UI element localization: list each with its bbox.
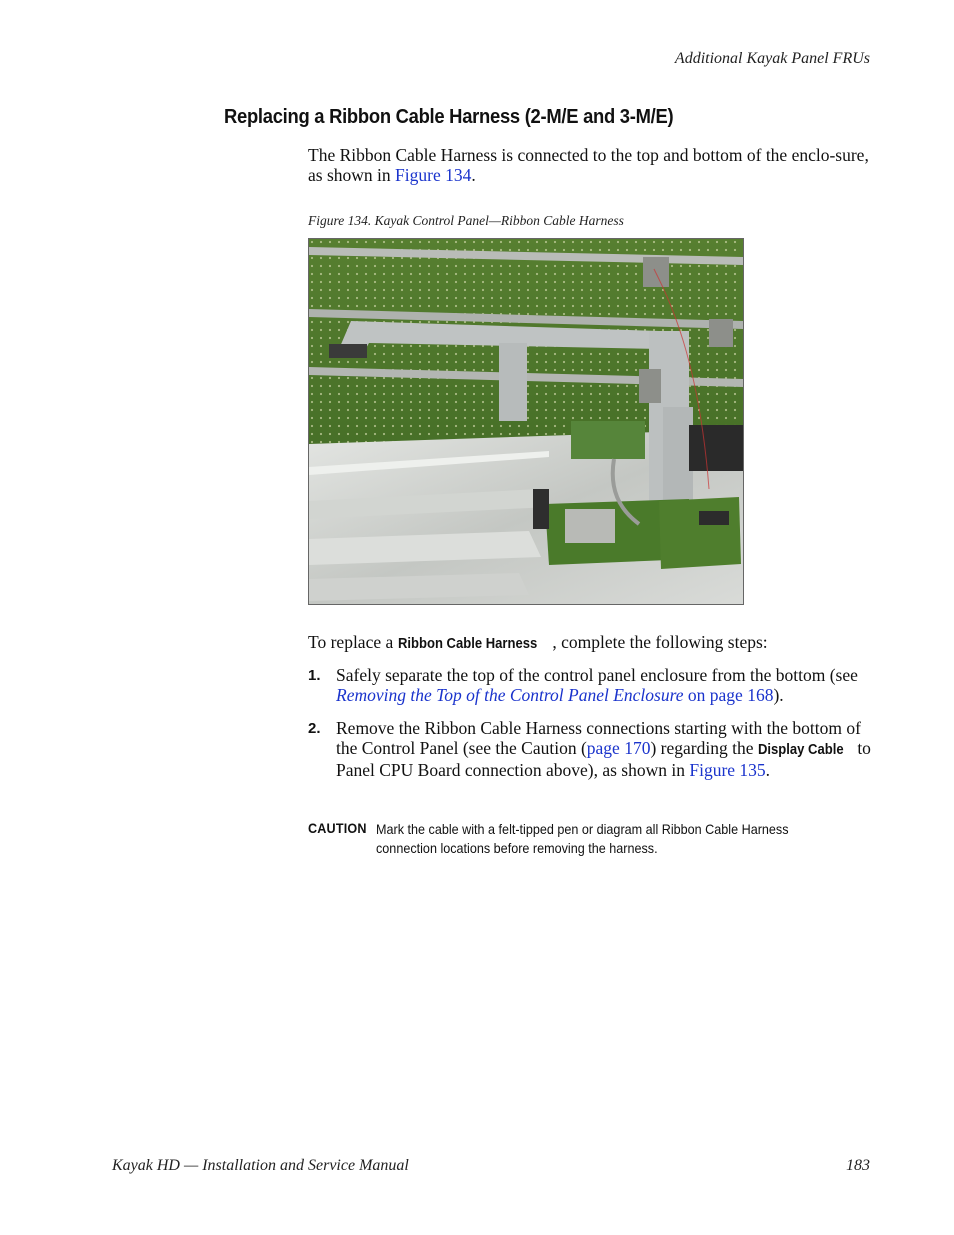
step-text: ) regarding the [650,738,758,758]
step-text: Remove the Ribbon Cable Harness connections starting with the bottom of the Control Panel (see the Caution ( [336,718,861,758]
ribbon-cable-harness-term: Ribbon Cable Harness [397,636,537,652]
footer-manual-title: Kayak HD — Installation and Service Manual [112,1157,409,1174]
step-text-end: . [765,760,771,780]
display-cable-term: Display Cable [757,742,844,758]
step-body [336,718,872,780]
steps-lead-text: To replace a [308,632,398,652]
removing-top-link[interactable]: Removing the Top of the Control Panel Enclosure [336,685,684,705]
intro-paragraph [308,145,872,185]
caution-text: Mark the cable with a felt-tipped pen or diagram all Ribbon Cable Harness connection locations before removing the harness. [376,821,789,856]
figure-134-photo [308,238,744,605]
page-number: 183 [846,1157,870,1174]
figure-134-link[interactable]: Figure 134 [395,165,472,185]
page-170-link[interactable]: page 170 [586,738,651,758]
page-168-link[interactable]: on page 168 [683,685,774,705]
steps-lead [308,632,872,654]
step-number: 1. [308,667,321,684]
intro-text: The Ribbon Cable Harness is connected to the top and bottom of the enclo-sure, as shown in [308,145,869,185]
figure-caption: Figure 134. Kayak Control Panel—Ribbon Cable Harness [308,213,624,228]
intro-text-end: . [471,165,476,185]
step-number: 2. [308,720,321,737]
step-text: Safely separate the top of the control panel enclosure from the bottom (see [336,665,858,685]
figure-135-link[interactable]: Figure 135 [689,760,766,780]
running-header: Additional Kayak Panel FRUs [674,50,870,67]
steps-lead-text-end: , complete the following steps: [552,632,768,652]
step-text-end: ). [773,685,784,705]
caution-label: CAUTION [308,820,367,836]
section-title: Replacing a Ribbon Cable Harness (2-M/E and 3-M/E) [224,106,674,128]
step-body [336,665,872,705]
step-text: to Panel CPU Board connection above), as shown in [336,738,871,780]
